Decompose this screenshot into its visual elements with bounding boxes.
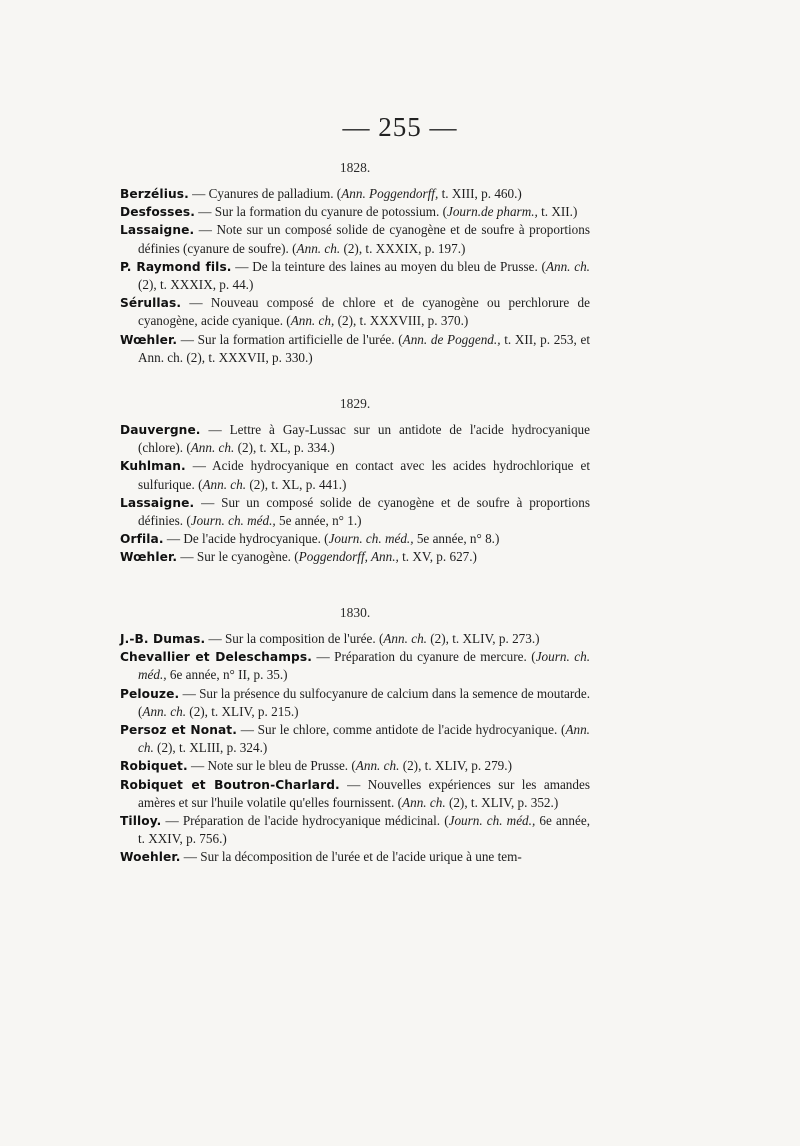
bibliography-entry (120, 457, 590, 493)
entry-details: t. XV, p. 627.) (398, 549, 477, 565)
entry-text: — Sur la composition de l'urée. ( (205, 631, 384, 646)
bibliography-entry (120, 185, 590, 203)
entry-details: 6e année, n° II, p. 35.) (166, 667, 288, 683)
entry-author: Tilloy. (120, 814, 162, 829)
entry-author: Kuhlman. (120, 459, 186, 474)
bibliography-entry (120, 848, 590, 866)
entry-details: (2), t. XLIV, p. 273.) (426, 631, 540, 646)
entry-details: 6e année, t. XXIV, p. 756.) (138, 813, 590, 847)
entry-author: Lassaigne. (120, 223, 195, 238)
entry-author: Robiquet et Boutron-Charlard. (120, 777, 340, 792)
entry-author: Lassaigne. (120, 495, 195, 510)
entry-details: (2), t. XXXVIII, p. 370.) (334, 313, 469, 329)
bibliography-entry (120, 721, 590, 757)
bibliography-entry (120, 331, 590, 367)
entry-details: (2), t. XXXIX, p. 197.) (340, 240, 466, 256)
entry-text: — Préparation de l'acide hydrocyanique médicinal. ( (161, 813, 449, 829)
entry-author: Sérullas. (120, 296, 182, 311)
entry-text: — Lettre à Gay-Lussac sur un antidote de l'acide hydrocyanique (chlore). ( (138, 422, 590, 456)
entry-reference: Ann. ch, (290, 313, 335, 329)
entry-text: — Sur le cyanogène. ( (177, 549, 299, 565)
bibliography-entry (120, 294, 590, 330)
entry-text: — Acide hydrocyanique en contact avec les acides hydrochlorique et sulfurique. ( (138, 458, 590, 492)
entry-author: Berzélius. (120, 187, 189, 201)
entry-details: t. XII.) (537, 204, 578, 220)
entry-details: (2), t. XXXIX, p. 44.) (138, 277, 254, 293)
entry-details: (2), t. XL, p. 441.) (246, 476, 347, 492)
bibliography-entry (120, 258, 590, 294)
year-heading: 1829. (339, 396, 371, 411)
entry-reference: Journ.de pharm., (446, 204, 538, 220)
entry-text: — Nouvelles expériences sur les amandes amères et sur l'huile volatile qu'elles fournissent. ( (138, 776, 590, 810)
entry-author: Dauvergne. (120, 423, 201, 437)
entry-reference: Ann. ch. (402, 794, 446, 810)
entry-reference: Poggendorff, Ann., (298, 549, 399, 565)
entry-author: Wœhler. (120, 332, 178, 347)
entry-details: (2), t. XLIII, p. 324.) (153, 740, 268, 756)
entry-author: Chevallier et Deleschamps. (120, 650, 312, 665)
entry-reference: Journ. ch. méd., (448, 813, 536, 829)
entry-author: Woehler. (120, 850, 181, 865)
bibliography-entry (120, 421, 590, 457)
entry-details: (2), t. XLIV, p. 352.) (445, 794, 559, 810)
bibliography-entry (120, 530, 590, 548)
entry-details: 5e année, n° 1.) (275, 513, 362, 529)
entry-details: (2), t. XLIV, p. 279.) (399, 758, 512, 774)
bibliography-entry (120, 630, 590, 648)
year-heading: 1828. (339, 160, 371, 175)
entry-text: — Sur le chlore, comme antidote de l'acide hydrocyanique. ( (236, 722, 566, 738)
entry-text: — De la teinture des laines au moyen du bleu de Prusse. ( (231, 258, 546, 274)
bibliography-entry (120, 776, 590, 812)
entry-author: Orfila. (120, 532, 164, 547)
entry-reference: Journ. ch. méd., (138, 649, 590, 683)
entry-text: — Nouveau composé de chlore et de cyanogène ou perchlorure de cyanogène, acide cyanique. ( (138, 295, 590, 329)
entry-reference: Ann. ch. (138, 722, 590, 756)
entry-text: — Note sur le bleu de Prusse. ( (187, 758, 356, 774)
entry-text: — Sur la formation artificielle de l'urée. ( (177, 331, 403, 347)
entry-reference: Ann. ch. (142, 703, 186, 719)
entry-reference: Ann. ch. (545, 258, 590, 274)
entry-text: — Sur la décomposition de l'urée et de l'acide urique à une tem- (180, 849, 522, 865)
entry-text: — Préparation du cyanure de mercure. ( (311, 649, 536, 665)
entry-details: (2), t. XL, p. 334.) (234, 440, 335, 456)
entry-text: — Sur la formation du cyanure de potossium. ( (194, 204, 447, 220)
bibliography-entry (120, 648, 590, 684)
entry-reference: Ann. ch. (202, 476, 247, 492)
entry-text: — Note sur un composé solide de cyanogène et de soufre à proportions définies (cyanure de soufre). ( (138, 222, 590, 256)
entry-reference: Journ. ch. méd., (190, 513, 276, 529)
entry-details: (2), t. XLIV, p. 215.) (186, 703, 299, 719)
year-heading: 1830. (339, 605, 371, 620)
entry-reference: Ann. ch. (296, 240, 341, 256)
entry-details: t. XII, p. 253, et Ann. ch. (2), t. XXXVII, p. 330.) (138, 331, 590, 365)
entry-author: Pelouze. (120, 686, 180, 701)
entry-author: Wœhler. (120, 550, 178, 565)
section-1829 (120, 396, 590, 567)
bibliography-entry (120, 494, 590, 530)
entry-text: — Sur la présence du sulfocyanure de calcium dans la semence de moutarde. ( (138, 685, 590, 719)
bibliography-entry (120, 548, 590, 566)
bibliography-entry (120, 203, 590, 221)
entry-details: t. XIII, p. 460.) (438, 186, 522, 201)
entry-text: — De l'acide hydrocyanique. ( (163, 531, 329, 547)
entry-reference: Journ. ch. méd., (328, 531, 414, 547)
entry-reference: Ann. ch. (383, 631, 427, 646)
entry-details: 5e année, n° 8.) (413, 531, 500, 547)
page-number: — 255 — (342, 112, 458, 142)
entry-author: Desfosses. (120, 205, 195, 220)
entry-author: J.-B. Dumas. (120, 632, 206, 646)
entry-reference: Ann. Poggendorff, (341, 186, 439, 201)
entry-author: Persoz et Nonat. (120, 723, 237, 738)
bibliography-entry (120, 757, 590, 775)
entry-author: P. Raymond fils. (120, 259, 232, 274)
entry-text: — Cyanures de palladium. ( (188, 186, 342, 201)
entry-reference: Ann. ch. (190, 440, 235, 456)
entry-text: — Sur un composé solide de cyanogène et de soufre à proportions définies. ( (138, 494, 590, 529)
section-1830 (120, 605, 590, 867)
entry-reference: Ann. de Poggend., (402, 331, 501, 347)
entry-reference: Ann. ch. (355, 758, 400, 774)
section-1828 (120, 160, 590, 367)
bibliography-entry (120, 812, 590, 848)
bibliography-entry (120, 685, 590, 721)
entry-author: Robiquet. (120, 759, 188, 774)
bibliography-entry (120, 221, 590, 257)
